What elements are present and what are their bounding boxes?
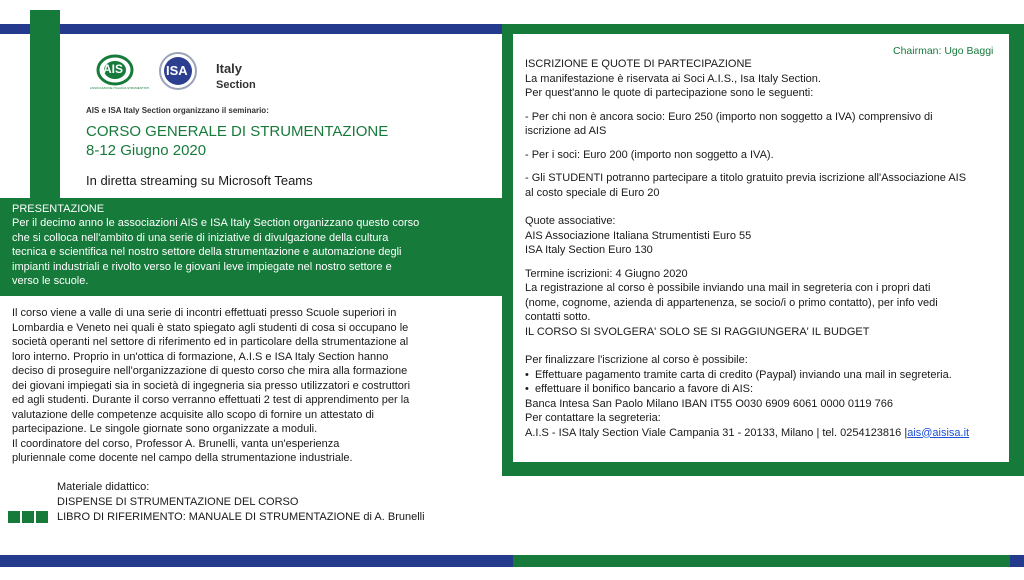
contatti-heading: Per contattare la segreteria: bbox=[525, 412, 661, 424]
address: A.I.S - ISA Italy Section Viale Campania 31 - 20133, Milano | tel. 0254123816 | bbox=[525, 426, 908, 439]
bullet-bonifico-text: effettuare il bonifico bancario a favore di AIS: bbox=[534, 383, 754, 395]
course-dates: 8-12 Giugno 2020 bbox=[86, 142, 207, 159]
iscrizione-heading: ISCRIZIONE E QUOTE DI PARTECIPAZIONE bbox=[525, 58, 752, 70]
bottom-green-bar bbox=[513, 555, 1010, 567]
description-line: Lombardia e Veneto nei quali è stato spiegato agli studenti di cosa si occupano le bbox=[12, 321, 409, 334]
course-title: CORSO GENERALE DI STRUMENTAZIONE bbox=[86, 123, 389, 140]
finalizzare-heading: Per finalizzare l'iscrizione al corso è possibile: bbox=[525, 354, 748, 366]
presentazione-box bbox=[0, 198, 502, 296]
isa-logo-mark: ISA bbox=[166, 63, 188, 78]
quota-non-socio: - Per chi non è ancora socio: Euro 250 (importo non soggetto a IVA) comprensivo di bbox=[525, 110, 933, 123]
presentazione-heading: PRESENTAZIONE bbox=[12, 203, 105, 215]
right-bottom-bar bbox=[502, 462, 1024, 476]
course-description bbox=[12, 306, 410, 466]
termine-iscrizioni: Termine iscrizioni: 4 Giugno 2020 bbox=[525, 267, 688, 280]
green-square bbox=[36, 511, 48, 523]
green-square bbox=[8, 511, 20, 523]
description-line: Il coordinatore del corso, Professor A. Brunelli, vanta un'esperienza bbox=[12, 437, 340, 450]
quota-isa: ISA Italy Section Euro 130 bbox=[525, 244, 653, 256]
materiale-line2: LIBRO DI RIFERIMENTO: MANUALE DI STRUMENTAZIONE di A. Brunelli bbox=[57, 511, 425, 523]
ais-logo-mark: AIS bbox=[103, 62, 124, 76]
iscrizione-section bbox=[525, 57, 969, 440]
registrazione-line: contatti sotto. bbox=[525, 311, 591, 323]
right-vertical-bar bbox=[1009, 24, 1024, 476]
description-line: valutazione delle competenze acquisite allo scopo di fornire un attestato di bbox=[12, 408, 375, 421]
bullet-paypal: • Effettuare pagamento tramite carta di credito (Paypal) inviando una mail in segreteria. bbox=[525, 368, 952, 381]
quota-studenti-cont: al costo speciale di Euro 20 bbox=[525, 186, 660, 199]
quota-non-socio-cont: iscrizione ad AIS bbox=[525, 125, 607, 137]
description-line: deciso di proseguire nell'organizzazione di questo corso che mira alla formazione bbox=[12, 365, 408, 377]
presentazione-line: verso le scuole. bbox=[12, 275, 89, 287]
ais-logo bbox=[90, 52, 148, 94]
isa-logo bbox=[153, 52, 205, 90]
description-line: dei giovani impiegati sia in società di ingegneria sia presso utilizzatori e costruttori bbox=[12, 379, 411, 392]
bullet-paypal-text: Effettuare pagamento tramite carta di credito (Paypal) inviando una mail in segreteria. bbox=[534, 368, 952, 381]
top-green-bar-right bbox=[513, 24, 1010, 34]
description-line: loro interno. Proprio in un'ottica di formazione, A.I.S e ISA Italy Section hanno bbox=[12, 350, 389, 363]
materiale-heading: Materiale didattico: bbox=[57, 481, 150, 493]
description-line: partecipazione. Le singole giornate sono organizzate a moduli. bbox=[12, 423, 318, 435]
left-vertical-bar bbox=[30, 10, 60, 200]
registrazione-line: (nome, cognome, azienda di appartenenza, se socio/i o primo contatto), per info vedi bbox=[525, 296, 938, 309]
presentazione-line: che si colloca nell'ambito di una serie di iniziative di divulgazione della cultura bbox=[12, 231, 389, 244]
description-line: Il corso viene a valle di una serie di incontri effettuati presso Scuole superiori in bbox=[12, 307, 397, 319]
iscrizione-intro1: La manifestazione è riservata ai Soci A.I.S., Isa Italy Section. bbox=[525, 72, 821, 85]
quote-associative-heading: Quote associative: bbox=[525, 215, 616, 227]
ais-logo-subtitle: ASSOCIAZIONE ITALIANA STRUMENTISTI bbox=[90, 86, 150, 90]
description-line: pluriennale come docente nel campo della strumentazione industriale. bbox=[12, 452, 353, 464]
email-link[interactable]: ais@aisisa.it bbox=[907, 426, 970, 439]
green-square bbox=[22, 511, 34, 523]
isa-section-line2: Section bbox=[216, 79, 256, 91]
materiale-line1: DISPENSE DI STRUMENTAZIONE DEL CORSO bbox=[57, 496, 299, 508]
right-column-divider bbox=[502, 24, 513, 476]
bullet-bonifico: • effettuare il bonifico bancario a favore di AIS: bbox=[525, 383, 754, 395]
address-line bbox=[525, 426, 969, 441]
description-line: ed agli studenti. Durante il corso verranno effettuati 2 test di apprendimento per la bbox=[12, 394, 410, 406]
isa-section-line1: Italy bbox=[216, 61, 243, 76]
quota-ais: AIS Associazione Italiana Strumentisti Euro 55 bbox=[525, 229, 752, 242]
materiale-squares bbox=[8, 510, 50, 528]
iban: Banca Intesa San Paolo Milano IBAN IT55 O030 6909 6061 0000 0119 766 bbox=[525, 397, 893, 410]
presentazione-line: tecnica e scientifica nel nostro settore della strumentazione e automazione degli bbox=[12, 246, 402, 258]
budget-notice: IL CORSO SI SVOLGERA' SOLO SE SI RAGGIUNGERA' IL BUDGET bbox=[525, 325, 870, 338]
registrazione-line: La registrazione al corso è possibile inviando una mail in segreteria con i propri dati bbox=[525, 282, 931, 294]
chairman-label: Chairman: Ugo Baggi bbox=[893, 45, 994, 57]
presentazione-line: Per il decimo anno le associazioni AIS e ISA Italy Section organizzano questo corso bbox=[12, 217, 420, 229]
description-line: società operanti nel settore di riferimento ed in particolare della strumentazione al bbox=[12, 336, 409, 348]
presentazione-line: impianti industriali e rivolto verso le giovani leve impiegate nel nostro settore e bbox=[12, 260, 392, 273]
quota-soci: - Per i soci: Euro 200 (importo non soggetto a IVA). bbox=[525, 148, 774, 161]
course-streaming: In diretta streaming su Microsoft Teams bbox=[86, 173, 313, 188]
quota-studenti: - Gli STUDENTI potranno partecipare a titolo gratuito previa iscrizione all'Associazione AIS bbox=[525, 172, 967, 184]
iscrizione-intro2: Per quest'anno le quote di partecipazione sono le seguenti: bbox=[525, 87, 814, 99]
intro-line: AIS e ISA Italy Section organizzano il seminario: bbox=[86, 106, 269, 115]
